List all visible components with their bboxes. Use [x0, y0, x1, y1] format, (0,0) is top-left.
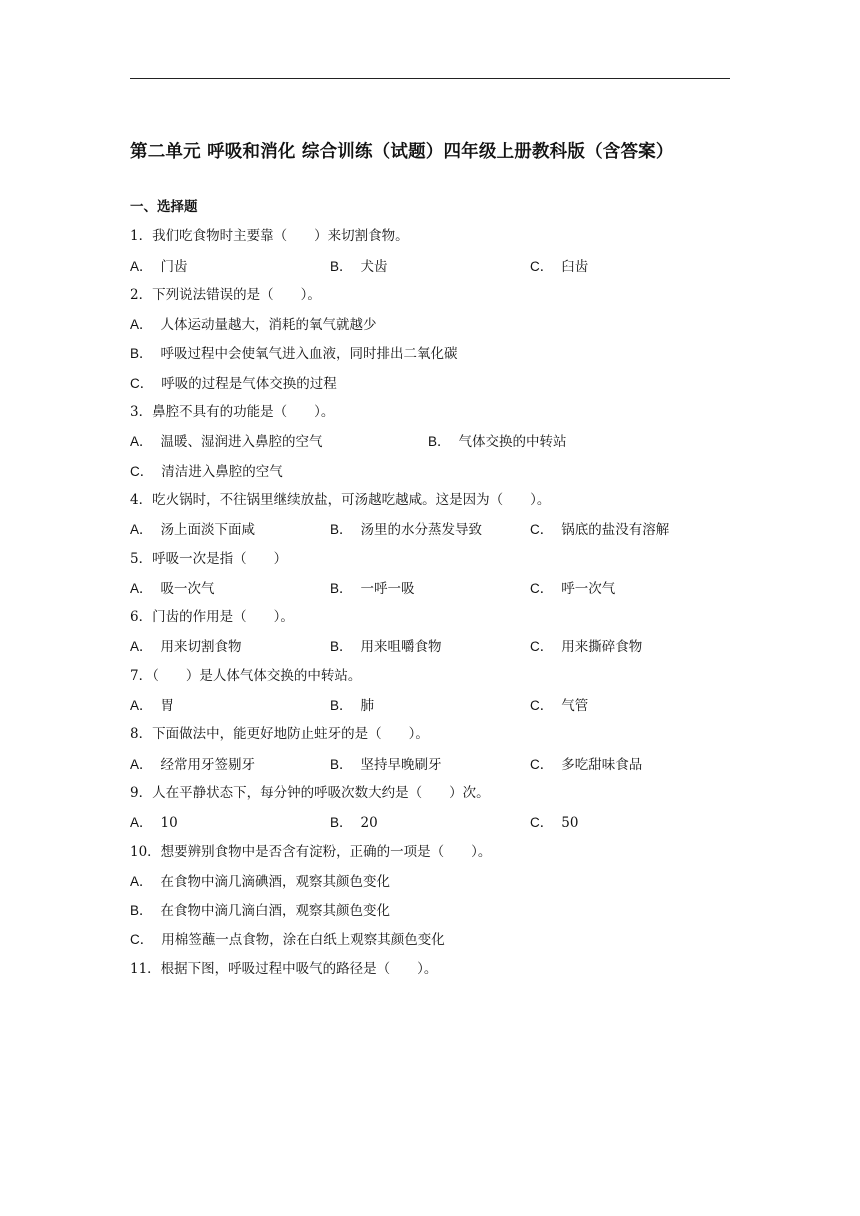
option-b: B． 肺	[330, 698, 375, 715]
option-b: B． 犬齿	[330, 258, 388, 275]
option-b: B． 在食物中滴几滴白酒，观察其颜色变化	[130, 903, 391, 920]
option-a: A． 在食物中滴几滴碘酒，观察其颜色变化	[130, 873, 391, 890]
document-title: 第二单元 呼吸和消化 综合训练（试题）四年级上册教科版（含答案）	[130, 142, 674, 162]
question-3-options	[130, 427, 740, 456]
question-7-options	[130, 691, 740, 720]
question-8-options	[130, 750, 740, 779]
option-a: A． 温暖、湿润进入鼻腔的空气	[130, 434, 323, 451]
question-3-stem: 3．鼻腔不具有的功能是（ ）。	[130, 404, 335, 421]
option-c: C． 50	[530, 815, 579, 832]
option-a: A． 胃	[130, 698, 175, 715]
option-a: A． 汤上面淡下面咸	[130, 522, 256, 539]
question-2-stem: 2．下列说法错误的是（ ）。	[130, 286, 321, 303]
option-b: B． 用来咀嚼食物	[330, 639, 442, 656]
option-a: A． 人体运动量越大，消耗的氧气就越少	[130, 317, 377, 334]
question-11-stem: 11．根据下图，呼吸过程中吸气的路径是（ ）。	[130, 960, 438, 977]
question-1-options	[130, 252, 740, 281]
question-5-stem: 5．呼吸一次是指（ ）	[130, 550, 288, 567]
option-c: C． 锅底的盐没有溶解	[530, 522, 670, 539]
question-5-options	[130, 574, 740, 603]
option-a: A． 门齿	[130, 258, 188, 275]
option-b: B． 20	[330, 815, 378, 832]
option-c: C． 呼一次气	[530, 580, 616, 597]
question-6-options	[130, 632, 740, 661]
option-c: C． 呼吸的过程是气体交换的过程	[130, 375, 337, 392]
question-9-options	[130, 808, 740, 837]
option-c: C． 用棉签蘸一点食物，涂在白纸上观察其颜色变化	[130, 932, 445, 949]
question-4-stem: 4．吃火锅时，不往锅里继续放盐，可汤越吃越咸。这是因为（ ）。	[130, 491, 551, 508]
option-c: C． 多吃甜味食品	[530, 756, 643, 773]
question-10-stem: 10．想要辨别食物中是否含有淀粉，正确的一项是（ ）。	[130, 843, 492, 860]
question-list	[130, 193, 740, 984]
option-a: A． 10	[130, 815, 178, 832]
option-a: A． 经常用牙签剔牙	[130, 756, 256, 773]
option-b: B． 气体交换的中转站	[428, 434, 567, 451]
question-4-options	[130, 515, 740, 544]
question-7-stem: 7．（ ）是人体气体交换的中转站。	[130, 667, 362, 684]
option-c: C． 清洁进入鼻腔的空气	[130, 463, 283, 480]
option-b: B． 坚持早晚刷牙	[330, 756, 442, 773]
section-heading: 一、选择题	[130, 199, 198, 215]
option-c: C． 臼齿	[530, 258, 589, 275]
header-rule	[130, 78, 730, 79]
question-1-stem: 1．我们吃食物时主要靠（ ）来切割食物。	[130, 228, 409, 245]
question-9-stem: 9．人在平静状态下，每分钟的呼吸次数大约是（ ）次。	[130, 784, 490, 801]
option-a: A． 用来切割食物	[130, 639, 242, 656]
question-8-stem: 8．下面做法中，能更好地防止蛀牙的是（ ）。	[130, 726, 429, 743]
option-b: B． 呼吸过程中会使氧气进入血液，同时排出二氧化碳	[130, 346, 458, 363]
option-b: B． 汤里的水分蒸发导致	[330, 522, 483, 539]
option-c: C． 气管	[530, 698, 589, 715]
option-a: A． 吸一次气	[130, 580, 215, 597]
option-b: B． 一呼一吸	[330, 580, 415, 597]
question-6-stem: 6．门齿的作用是（ ）。	[130, 609, 294, 626]
option-c: C． 用来撕碎食物	[530, 639, 643, 656]
